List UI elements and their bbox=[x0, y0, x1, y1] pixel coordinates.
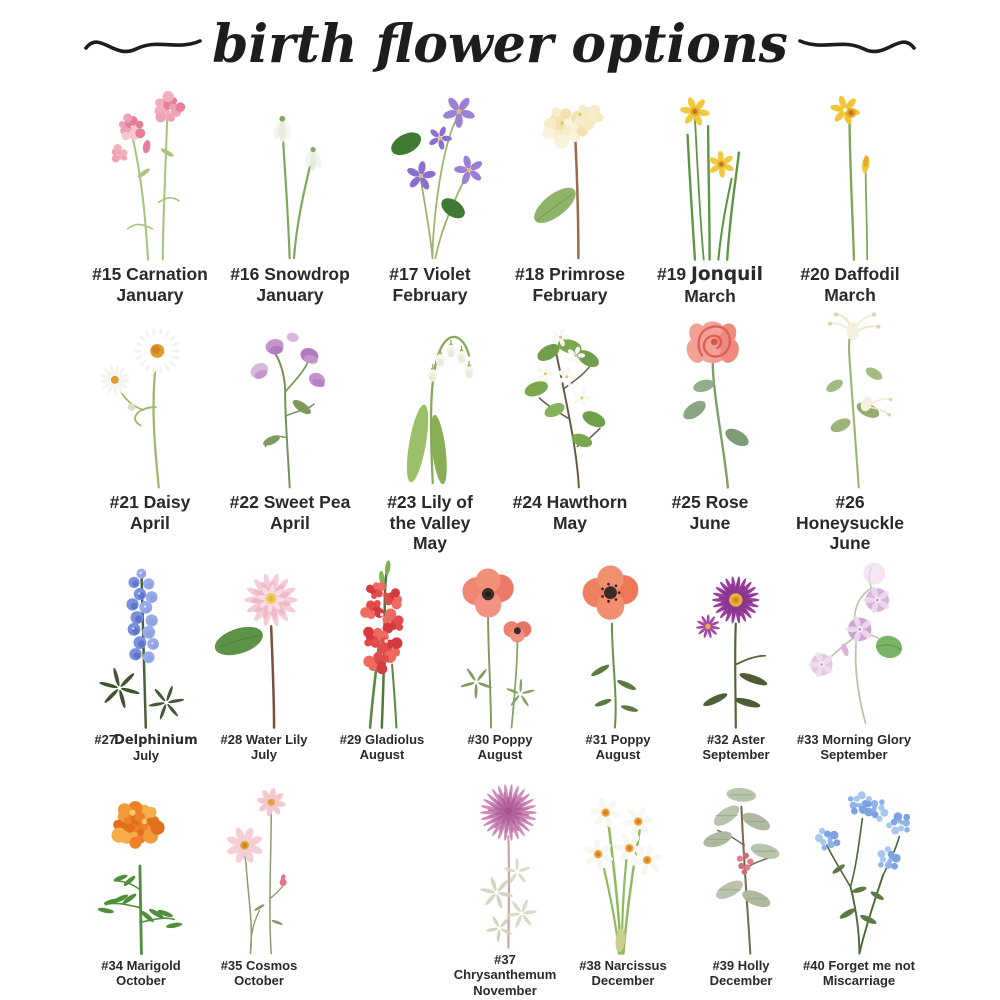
flower-label bbox=[803, 958, 915, 998]
flower-month: August bbox=[359, 747, 405, 763]
flower-number-name: #31 Poppy bbox=[585, 732, 651, 747]
gladiolus-illustration bbox=[329, 556, 435, 732]
flower-label bbox=[230, 264, 350, 310]
title-banner bbox=[0, 0, 1000, 88]
lilyvalley-illustration bbox=[366, 310, 493, 492]
flower-month: April bbox=[130, 512, 170, 533]
rose-illustration bbox=[646, 310, 773, 492]
flower-card-daffodil bbox=[780, 88, 920, 310]
page-title: birth flower options bbox=[212, 13, 788, 75]
flower-card-delphinium bbox=[87, 556, 205, 774]
flower-label bbox=[702, 732, 769, 774]
flower-card-gladiolus bbox=[323, 556, 441, 774]
flower-row-3 bbox=[0, 556, 1000, 774]
carnation-illustration bbox=[88, 88, 211, 264]
flower-month: September bbox=[820, 747, 888, 763]
flower-label bbox=[101, 958, 180, 998]
flower-card-carnation bbox=[80, 88, 220, 310]
left-swash-flourish bbox=[84, 24, 202, 64]
flower-number-name: #34 Marigold bbox=[101, 957, 181, 973]
flower-number-name: #27Delphinium bbox=[94, 732, 198, 748]
flower-card-lilyvalley bbox=[360, 310, 500, 556]
daisy-illustration bbox=[86, 310, 213, 492]
flower-card-poppy1 bbox=[559, 556, 677, 774]
flower-label bbox=[797, 732, 911, 774]
flower-month: March bbox=[684, 285, 736, 306]
flower-number-name: #33 Morning Glory bbox=[796, 732, 912, 747]
jonquil-illustration bbox=[648, 88, 771, 264]
flower-label bbox=[710, 958, 773, 998]
flower-number-name: #18 Primrose bbox=[515, 264, 625, 284]
flower-number-name: #37 Chrysanthemum bbox=[453, 952, 557, 983]
flower-card-violet bbox=[360, 88, 500, 310]
flower-label bbox=[340, 732, 425, 774]
right-swash-flourish bbox=[798, 24, 916, 64]
forgetmenot-illustration bbox=[806, 780, 913, 958]
holly-illustration bbox=[688, 780, 795, 958]
flower-month: August bbox=[595, 747, 641, 763]
flower-card-holly bbox=[682, 780, 800, 998]
flower-number-name: #16 Snowdrop bbox=[230, 264, 350, 284]
flower-card-hawthorn bbox=[500, 310, 640, 556]
flower-month: February bbox=[392, 284, 468, 305]
hawthorn-illustration bbox=[506, 310, 633, 492]
waterlily-illustration bbox=[211, 556, 317, 732]
flower-number-name: #26 Honeysuckle bbox=[796, 492, 904, 533]
flower-number-name: #35 Cosmos bbox=[220, 957, 298, 973]
flower-label bbox=[800, 264, 899, 310]
violet-illustration bbox=[368, 88, 491, 264]
flower-number-name: #25 Rose bbox=[671, 492, 749, 512]
flower-number-name: #17 Violet bbox=[389, 264, 471, 284]
flower-card-marigold bbox=[82, 780, 200, 998]
snowdrop-illustration bbox=[228, 88, 351, 264]
flower-card-poppy2 bbox=[441, 556, 559, 774]
flower-label bbox=[672, 492, 749, 556]
flower-month: June bbox=[829, 533, 871, 554]
flower-label bbox=[446, 952, 564, 998]
morningglory-illustration bbox=[801, 556, 907, 732]
flower-number-name: #30 Poppy bbox=[467, 732, 533, 747]
flower-card-daisy bbox=[80, 310, 220, 556]
flower-label bbox=[110, 492, 191, 556]
flower-label bbox=[585, 732, 650, 774]
flower-month: January bbox=[256, 284, 324, 305]
flower-card-aster bbox=[677, 556, 795, 774]
flower-card-rose bbox=[640, 310, 780, 556]
poppy2-illustration bbox=[447, 556, 553, 732]
flower-label bbox=[389, 264, 470, 310]
flower-label bbox=[382, 492, 478, 556]
flower-label bbox=[221, 732, 308, 774]
flower-label bbox=[579, 958, 666, 998]
flower-row-4 bbox=[0, 774, 1000, 998]
chrysanthemum-illustration bbox=[452, 774, 559, 952]
flower-month: August bbox=[477, 747, 523, 763]
flower-label bbox=[94, 732, 197, 774]
flower-label bbox=[513, 492, 628, 556]
flower-month: July bbox=[132, 748, 159, 764]
flower-number-name: #40 Forget me not bbox=[803, 957, 915, 973]
flower-label bbox=[515, 264, 625, 310]
flower-month: Miscarriage bbox=[822, 973, 896, 989]
flower-number-name: #23 Lily of the Valley bbox=[387, 492, 473, 533]
flower-month: January bbox=[116, 284, 184, 305]
flower-card-primrose bbox=[500, 88, 640, 310]
flower-month: September bbox=[702, 747, 770, 763]
flower-number-name: #28 Water Lily bbox=[220, 732, 308, 747]
flower-label bbox=[467, 732, 532, 774]
flower-grid bbox=[0, 88, 1000, 998]
flower-month: June bbox=[689, 512, 731, 533]
flower-number-name: #32 Aster bbox=[706, 732, 766, 747]
flower-label bbox=[780, 492, 920, 556]
flower-label bbox=[230, 492, 351, 556]
flower-month: November bbox=[473, 982, 537, 998]
flower-label bbox=[657, 264, 763, 310]
flower-number-name: #22 Sweet Pea bbox=[229, 492, 351, 512]
flower-month: February bbox=[532, 284, 608, 305]
flower-card-honeysuckle bbox=[780, 310, 920, 556]
flower-month: May bbox=[552, 512, 588, 533]
flower-month: April bbox=[270, 512, 310, 533]
flower-card-narcissus bbox=[564, 780, 682, 998]
flower-card-jonquil bbox=[640, 88, 780, 310]
flower-card-forgetmenot bbox=[800, 780, 918, 998]
flower-card-snowdrop bbox=[220, 88, 360, 310]
narcissus-illustration bbox=[570, 780, 677, 958]
flower-number-name: #29 Gladiolus bbox=[339, 732, 425, 747]
cosmos-illustration bbox=[206, 780, 313, 958]
flower-month: May bbox=[412, 533, 448, 554]
flower-number-name: #24 Hawthorn bbox=[512, 492, 628, 512]
flower-label bbox=[221, 958, 298, 998]
flower-number-name: #15 Carnation bbox=[92, 264, 208, 284]
flower-month: July bbox=[250, 747, 277, 763]
flower-number-name: #20 Daffodil bbox=[800, 264, 900, 284]
primrose-illustration bbox=[508, 88, 631, 264]
honeysuckle-illustration bbox=[786, 310, 913, 492]
flower-number-name: #38 Narcissus bbox=[579, 957, 667, 973]
flower-row-2 bbox=[0, 310, 1000, 556]
flower-number-name: #19 Jonquil bbox=[656, 264, 764, 285]
sweetpea-illustration bbox=[226, 310, 353, 492]
flower-card-sweetpea bbox=[220, 310, 360, 556]
flower-month: December bbox=[591, 973, 655, 989]
poppy1-illustration bbox=[565, 556, 671, 732]
aster-illustration bbox=[683, 556, 789, 732]
flower-month: December bbox=[709, 973, 773, 989]
flower-number-name: #39 Holly bbox=[712, 957, 770, 973]
flower-number-name: #21 Daisy bbox=[109, 492, 191, 512]
flower-card-cosmos bbox=[200, 780, 318, 998]
flower-card-waterlily bbox=[205, 556, 323, 774]
flower-card-morningglory bbox=[795, 556, 913, 774]
flower-month: March bbox=[824, 284, 876, 305]
flower-row-1 bbox=[0, 88, 1000, 310]
flower-card-chrysanthemum bbox=[446, 774, 564, 998]
marigold-illustration bbox=[88, 780, 195, 958]
delphinium-illustration bbox=[93, 556, 199, 732]
flower-month: October bbox=[234, 973, 284, 989]
flower-month: October bbox=[116, 973, 166, 989]
flower-label bbox=[92, 264, 208, 310]
daffodil-illustration bbox=[788, 88, 911, 264]
